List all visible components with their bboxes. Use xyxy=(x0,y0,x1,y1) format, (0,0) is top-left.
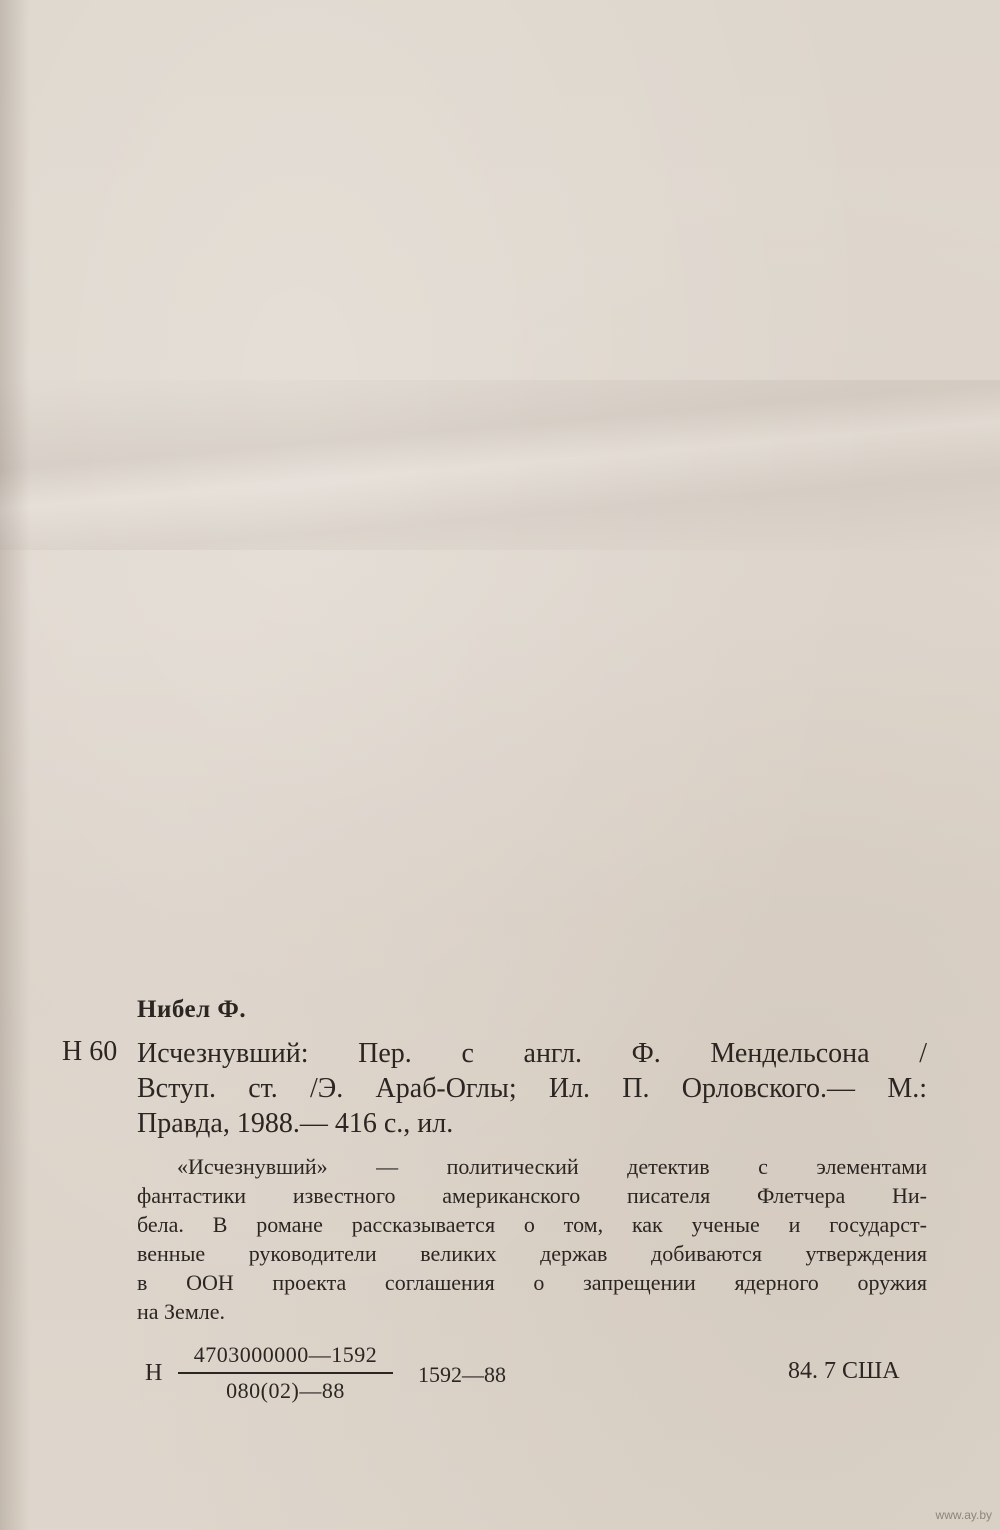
annotation-line: фантастики известного американского писателя Флетчера Ни- xyxy=(137,1183,927,1208)
paper-crease xyxy=(0,380,1000,550)
annotation-line: в ООН проекта соглашения о запрещении ядерного оружия xyxy=(137,1270,927,1295)
fraction-numerator: 4703000000—1592 xyxy=(178,1342,393,1374)
annotation-line: на Земле. xyxy=(137,1299,225,1324)
isbn-fraction xyxy=(178,1342,393,1404)
index-code: Н 60 xyxy=(62,1036,118,1067)
index-letter: Н xyxy=(145,1360,163,1386)
bbk-classification: 84. 7 США xyxy=(788,1358,900,1384)
biblio-line: Правда, 1988.— 416 с., ил. xyxy=(137,1108,454,1139)
biblio-line: Исчезнувший: Пер. с англ. Ф. Мендельсона / xyxy=(137,1038,927,1069)
order-number: 1592—88 xyxy=(418,1362,506,1387)
annotation-line: венные руководители великих держав добиваются утверждения xyxy=(137,1241,927,1266)
fraction-denominator: 080(02)—88 xyxy=(226,1378,345,1403)
page-edge-shadow xyxy=(0,0,30,1530)
annotation xyxy=(137,1152,927,1326)
bibliographic-description xyxy=(137,1036,927,1141)
biblio-line: Вступ. ст. /Э. Араб-Оглы; Ил. П. Орловского.— М.: xyxy=(137,1073,927,1104)
annotation-line: бела. В романе рассказывается о том, как ученые и государст- xyxy=(137,1212,927,1237)
watermark: www.ay.by xyxy=(935,1508,992,1522)
annotation-line: «Исчезнувший» — политический детектив с элементами xyxy=(177,1154,927,1179)
author-name: Нибел Ф. xyxy=(137,996,247,1023)
